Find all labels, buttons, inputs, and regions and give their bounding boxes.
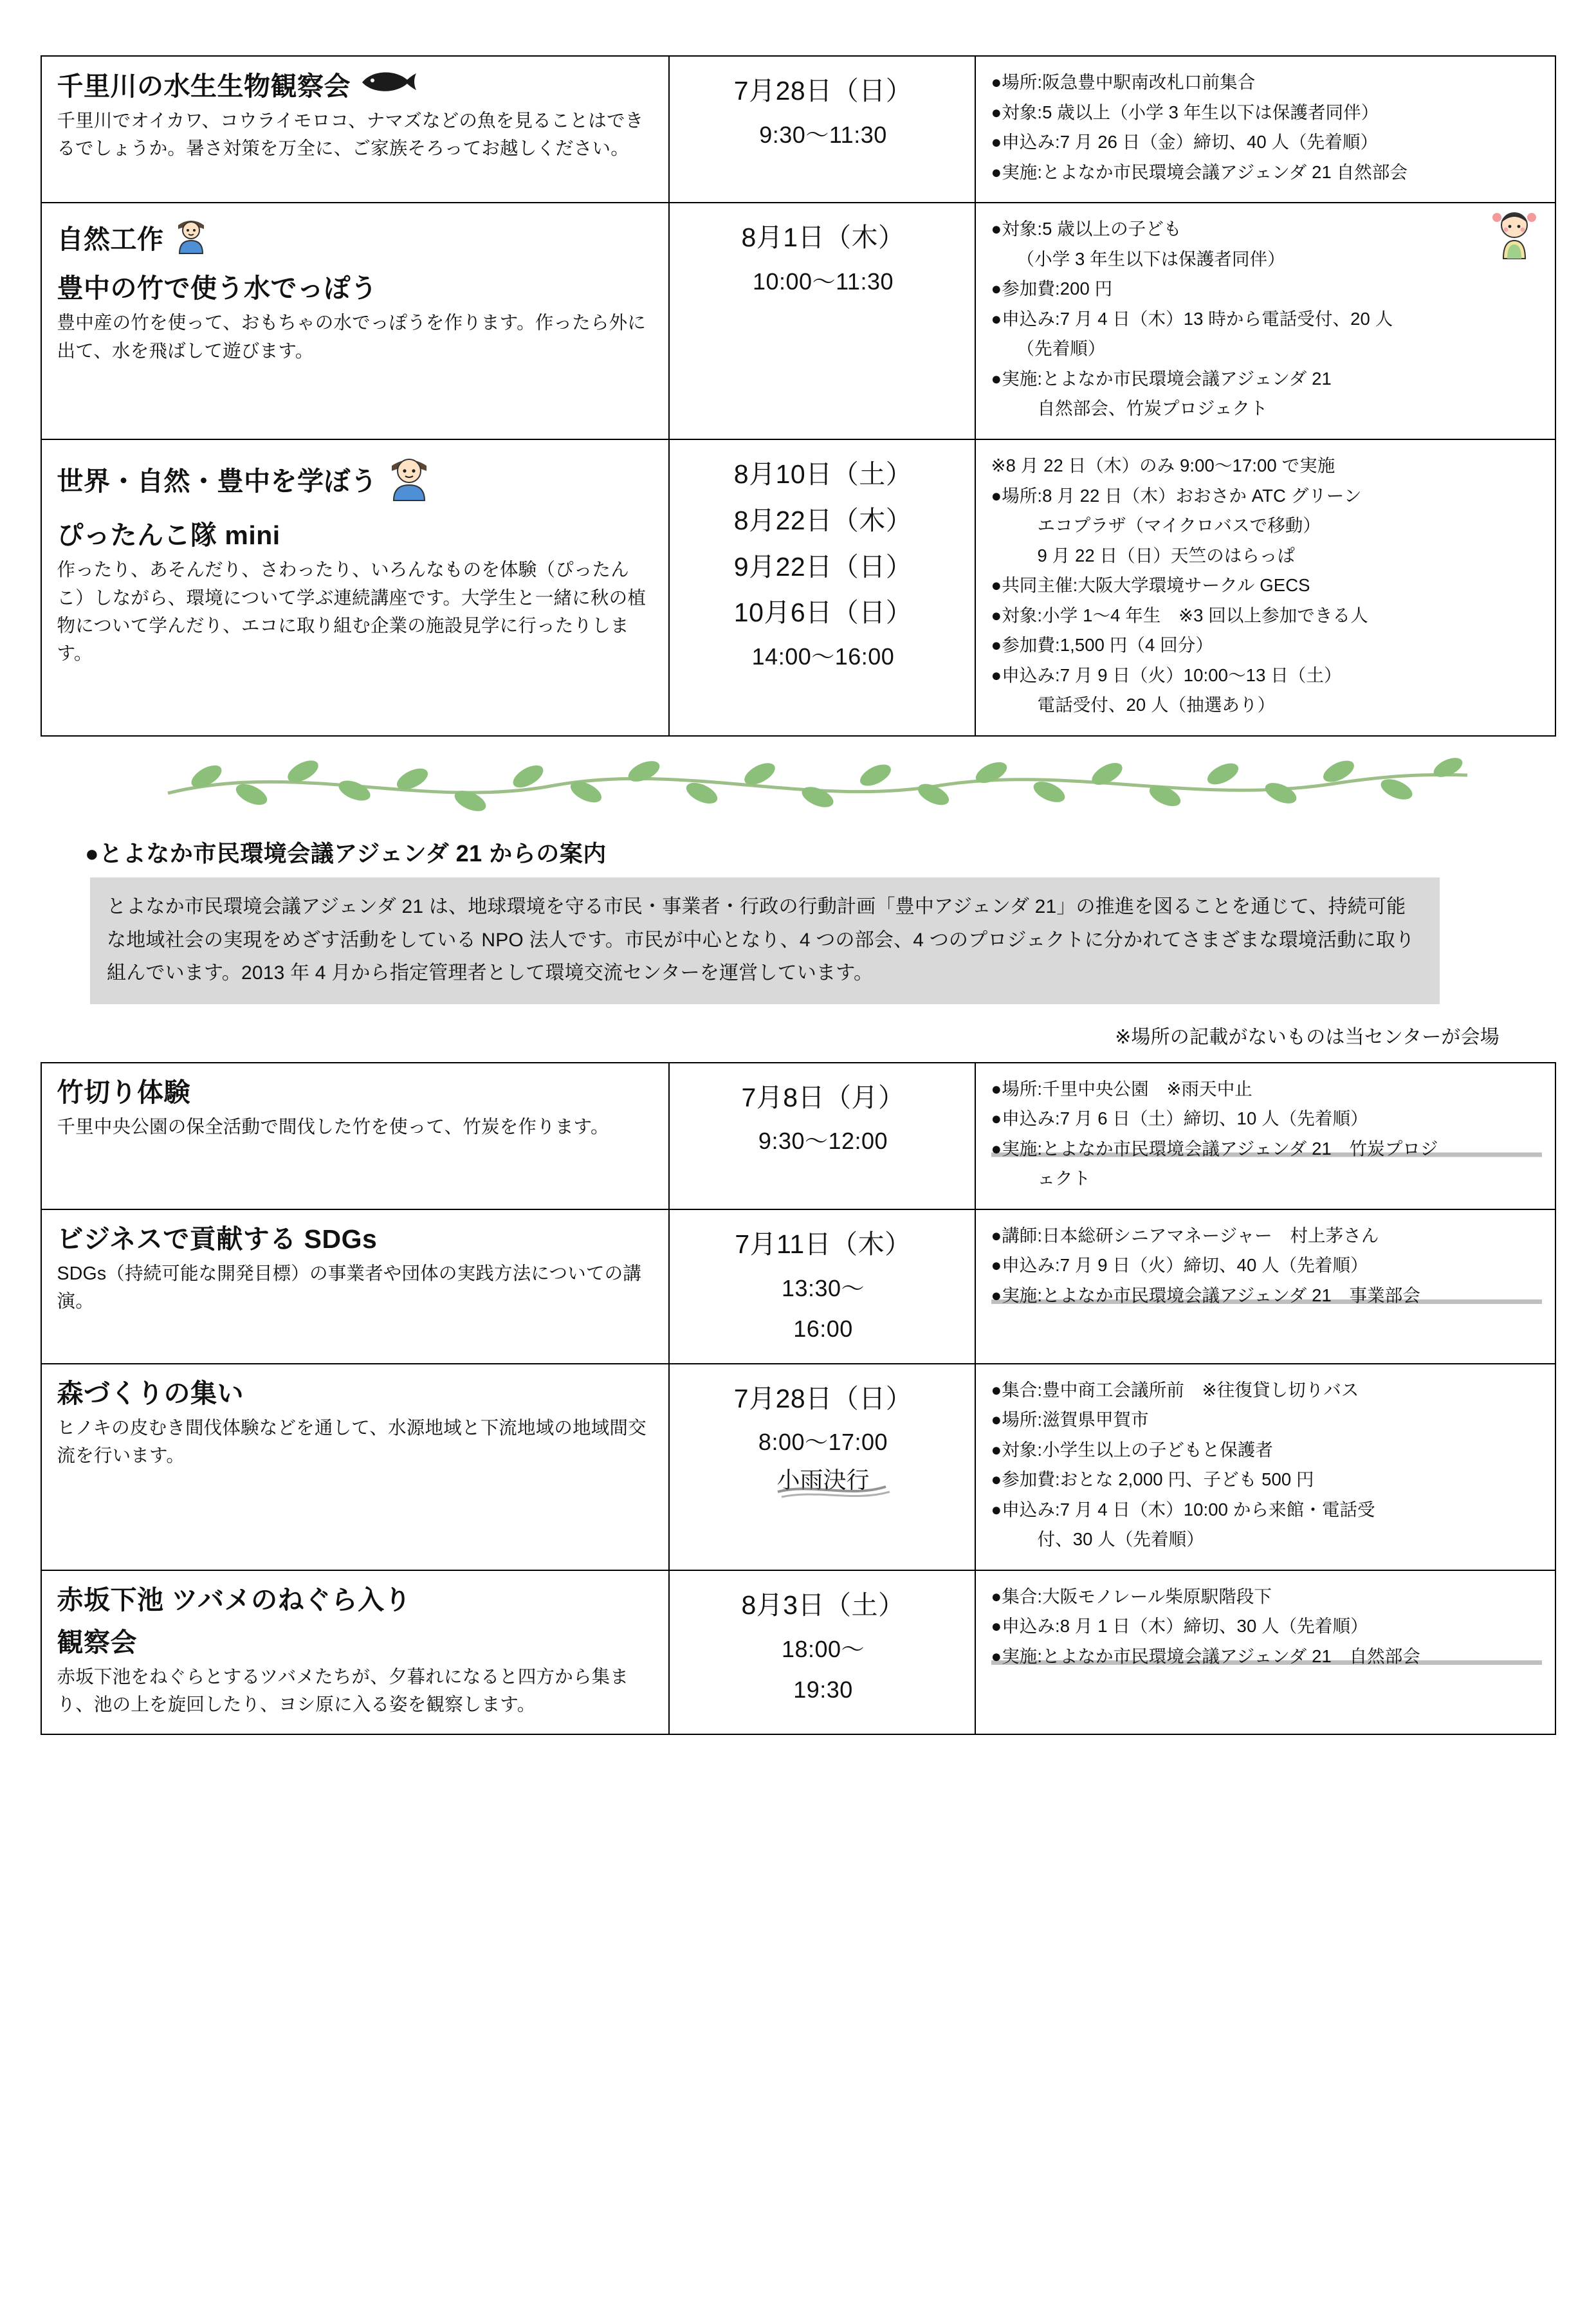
- event-date-cell: [669, 1063, 975, 1209]
- list-item: ※8 月 22 日（木）のみ 9:00〜17:00 で実施: [991, 455, 1335, 476]
- event-description: SDGs（持続可能な開発目標）の事業者や団体の実践方法についての講演。: [57, 1263, 642, 1312]
- list-item: ●申込み:7 月 6 日（土）締切、10 人（先着順）: [991, 1108, 1368, 1129]
- event-date: 8月1日（木）: [741, 223, 905, 253]
- kokeshi-doll-icon: [1489, 208, 1539, 264]
- event-title-cell: [41, 1364, 669, 1570]
- event-title: [57, 452, 656, 553]
- list-item: ●申込み:7 月 9 日（火）10:00〜13 日（土）: [991, 665, 1342, 685]
- event-time: 8:00〜17:00: [758, 1429, 888, 1456]
- list-item: ●実施:とよなか市民環境会議アジェンダ 21 自然部会: [991, 161, 1408, 182]
- event-info-list: [991, 452, 1542, 720]
- event-title-main: 千里川の水生生物観察会: [57, 71, 351, 101]
- list-item: ●対象:5 歳以上（小学 3 年生以下は保護者同伴）: [991, 102, 1379, 122]
- list-item: ●参加費:1,500 円（4 回分）: [991, 635, 1213, 656]
- event-info-list: [991, 1075, 1542, 1193]
- list-item: （先着順）: [1016, 338, 1106, 359]
- event-table-top: [41, 55, 1556, 737]
- event-title-cell: [41, 439, 669, 736]
- event-info-cell: [975, 1364, 1555, 1570]
- event-title-main: 竹切り体験: [57, 1077, 190, 1107]
- event-description: 豊中産の竹を使って、おもちゃの水でっぽうを作ります。作ったら外に出て、水を飛ばして遊びます。: [57, 313, 647, 362]
- event-time: 18:00〜: [781, 1635, 865, 1662]
- event-time-end: 16:00: [793, 1315, 853, 1342]
- list-item: ●場所:阪急豊中駅南改札口前集合: [991, 72, 1256, 92]
- list-item: （小学 3 年生以下は保護者同伴）: [1016, 248, 1285, 269]
- event-date-cell: [669, 1209, 975, 1364]
- event-time: 13:30〜: [781, 1274, 865, 1301]
- event-info-list: [991, 215, 1542, 423]
- list-item: ●実施:とよなか市民環境会議アジェンダ 21 竹炭プロジ: [991, 1135, 1542, 1164]
- event-time-end: 19:30: [793, 1676, 853, 1703]
- list-item: ●講師:日本総研シニアマネージャー 村上茅さん: [991, 1225, 1379, 1245]
- event-description: 千里川でオイカワ、コウライモロコ、ナマズなどの魚を見ることはできるでしょうか。暑さ対策を万全に、ご家族そろってお越しください。: [57, 111, 644, 160]
- list-item: ●申込み:7 月 26 日（金）締切、40 人（先着順）: [991, 132, 1379, 152]
- event-title-main: 赤坂下池 ツバメのねぐら入り: [57, 1584, 412, 1615]
- list-item: 9 月 22 日（日）天竺のはらっぱ: [1037, 545, 1296, 565]
- venue-note: ※場所の記載がないものは当センターが会場: [1115, 1026, 1500, 1048]
- list-item: 自然部会、竹炭プロジェクト: [1037, 398, 1268, 419]
- event-time: 10:00〜11:30: [752, 268, 894, 295]
- event-title-cell: [41, 1570, 669, 1734]
- table-row: [41, 1063, 1555, 1209]
- event-title-main: 自然工作: [57, 224, 164, 254]
- event-date: 8月22日（木）: [733, 505, 913, 535]
- list-item: ●参加費:200 円: [991, 279, 1113, 299]
- event-info-list: [991, 1376, 1542, 1554]
- event-title-cell: [41, 56, 669, 203]
- event-title: [57, 1222, 656, 1256]
- list-item: 電話受付、20 人（抽選あり）: [1037, 695, 1276, 715]
- event-date-cell: [669, 203, 975, 439]
- event-title-sub: 観察会: [57, 1628, 137, 1658]
- event-date: 7月8日（月）: [741, 1082, 905, 1112]
- event-title-main: 世界・自然・豊中を学ぼう: [57, 466, 378, 496]
- list-item: ●申込み:7 月 4 日（木）13 時から電話受付、20 人: [991, 308, 1393, 329]
- event-date: 7月28日（日）: [733, 76, 913, 106]
- event-info-cell: [975, 439, 1555, 736]
- event-info-cell: [975, 1063, 1555, 1209]
- event-title: [57, 1583, 656, 1660]
- event-time: 9:30〜12:00: [758, 1128, 888, 1155]
- event-description: 千里中央公園の保全活動で間伐した竹を使って、竹炭を作ります。: [57, 1116, 609, 1137]
- list-item: ェクト: [1037, 1168, 1091, 1189]
- table-row: [41, 203, 1555, 439]
- agenda-heading: ●とよなか市民環境会議アジェンダ 21 からの案内: [85, 839, 607, 867]
- table-row: [41, 1570, 1555, 1734]
- event-info-cell: [975, 1209, 1555, 1364]
- event-title: [57, 68, 656, 104]
- page: [0, 55, 1596, 2312]
- event-info-list: [991, 1222, 1542, 1310]
- list-item: ●共同主催:大阪大学環境サークル GECS: [991, 575, 1310, 596]
- event-info-cell: [975, 203, 1555, 439]
- event-title-cell: [41, 203, 669, 439]
- event-title-main: ビジネスで貢献する SDGs: [57, 1224, 378, 1254]
- event-table-bottom: [41, 1062, 1556, 1735]
- list-item: ●実施:とよなか市民環境会議アジェンダ 21 自然部会: [991, 1642, 1542, 1671]
- event-date-cell: [669, 56, 975, 203]
- table-row: [41, 439, 1555, 736]
- event-title-main: 森づくりの集い: [57, 1378, 244, 1408]
- list-item: ●対象:小学生以上の子どもと保護者: [991, 1439, 1273, 1460]
- event-date: 7月28日（日）: [733, 1383, 913, 1413]
- list-item: ●申込み:7 月 9 日（火）締切、40 人（先着順）: [991, 1255, 1368, 1276]
- event-info-list: [991, 68, 1542, 187]
- list-item: ●申込み:7 月 4 日（木）10:00 から来館・電話受: [991, 1499, 1375, 1519]
- event-date-cell: [669, 1364, 975, 1570]
- event-date: 7月11日（木）: [735, 1229, 912, 1259]
- event-title: [57, 1376, 656, 1411]
- list-item: ●集合:豊中商工会議所前 ※往復貸し切りバス: [991, 1379, 1359, 1400]
- event-title-cell: [41, 1063, 669, 1209]
- event-title-sub: ぴったんこ隊 mini: [57, 520, 280, 551]
- list-item: ●場所:千里中央公園 ※雨天中止: [991, 1078, 1252, 1099]
- list-item: ●対象:5 歳以上の子ども: [991, 219, 1182, 239]
- list-item: 付、30 人（先着順）: [1037, 1529, 1204, 1550]
- list-item: ●場所:滋賀県甲賀市: [991, 1409, 1149, 1430]
- boy-face-icon: [385, 452, 433, 510]
- event-info-cell: [975, 1570, 1555, 1734]
- event-title-cell: [41, 1209, 669, 1364]
- vine-divider-icon: [91, 746, 1506, 823]
- event-time: 14:00〜16:00: [751, 643, 895, 670]
- list-item: ●実施:とよなか市民環境会議アジェンダ 21: [991, 368, 1332, 389]
- event-title: [57, 1075, 656, 1110]
- event-date-cell: [669, 1570, 975, 1734]
- event-date: 8月3日（土）: [741, 1590, 905, 1620]
- event-info-cell: [975, 56, 1555, 203]
- fish-icon: [358, 68, 417, 104]
- list-item: エコプラザ（マイクロバスで移動）: [1037, 515, 1321, 536]
- table-row: [41, 1209, 1555, 1364]
- event-date: 9月22日（日）: [733, 551, 913, 582]
- list-item: ●申込み:8 月 1 日（木）締切、30 人（先着順）: [991, 1616, 1368, 1637]
- list-item: ●集合:大阪モノレール柴原駅階段下: [991, 1586, 1272, 1606]
- event-info-list: [991, 1583, 1542, 1671]
- event-time: 9:30〜11:30: [759, 121, 887, 148]
- event-date-cell: [669, 439, 975, 736]
- table-row: [41, 1364, 1555, 1570]
- event-description: 赤坂下池をねぐらとするツバメたちが、夕暮れになると四方から集まり、池の上を旋回したり、ヨシ原に入る姿を観察します。: [57, 1667, 629, 1716]
- list-item: ●参加費:おとな 2,000 円、子ども 500 円: [991, 1469, 1314, 1490]
- event-title-sub: 豊中の竹で使う水でっぽう: [57, 273, 378, 304]
- event-title: [57, 215, 656, 306]
- event-description: 作ったり、あそんだり、さわったり、いろんなものを体験（ぴったんこ）しながら、環境について学ぶ連続講座です。大学生と一緒に秋の植物について学んだり、エコに取り組む企業の施設見学に行ったりします。: [57, 560, 647, 665]
- list-item: ●対象:小学 1〜4 年生 ※3 回以上参加できる人: [991, 605, 1368, 625]
- agenda-description: とよなか市民環境会議アジェンダ 21 は、地球環境を守る市民・事業者・行政の行動計画「豊中アジェンダ 21」の推進を図ることを通じて、持続可能な地域社会の実現をめざす活動をしている NPO 法人です。市民が中心となり、4 つの部会、4 つのプロジェクトに分かれてさまざまな環境活動に取り組んでいます。2013 年 4 月から指定管理者として環境交流センターを運営しています。: [90, 877, 1440, 1004]
- boy-icon: [172, 215, 210, 263]
- weather-note: 小雨決行: [776, 1462, 869, 1495]
- event-date: 8月10日（土）: [733, 459, 913, 490]
- event-description: ヒノキの皮むき間伐体験などを通して、水源地域と下流地域の地域間交流を行います。: [57, 1417, 647, 1467]
- event-date: 10月6日（日）: [733, 598, 913, 628]
- table-row: [41, 56, 1555, 203]
- list-item: ●実施:とよなか市民環境会議アジェンダ 21 事業部会: [991, 1281, 1542, 1310]
- list-item: ●場所:8 月 22 日（木）おおさか ATC グリーン: [991, 485, 1362, 506]
